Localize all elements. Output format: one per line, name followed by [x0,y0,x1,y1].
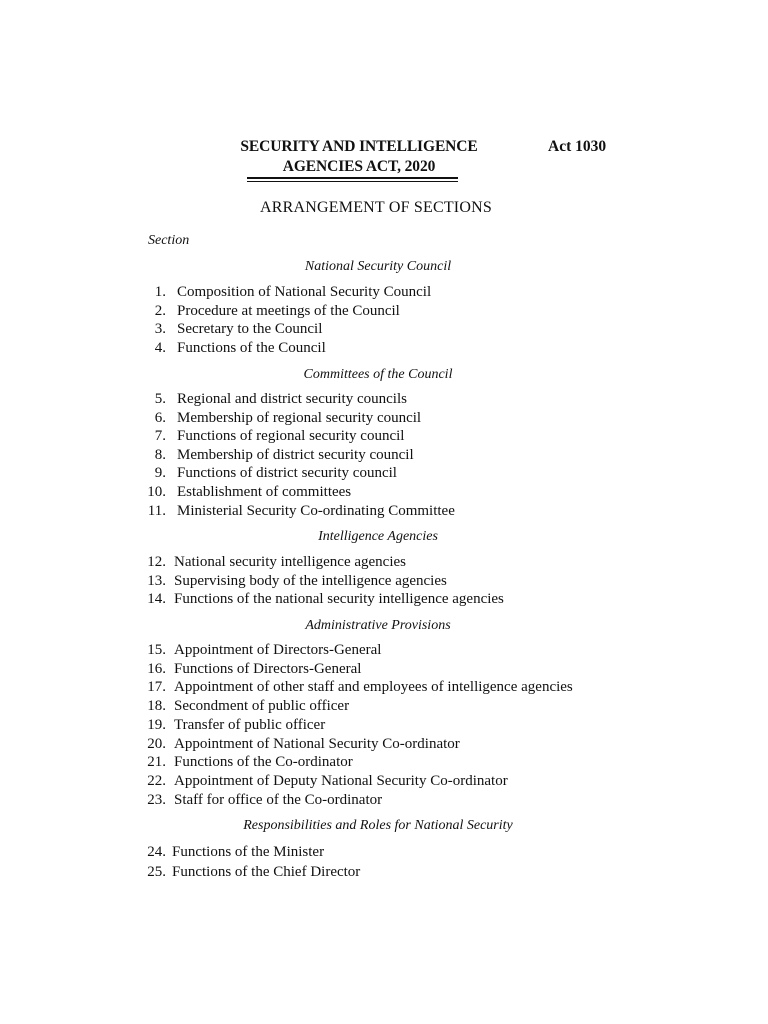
toc-entry-label: Functions of the Council [177,339,326,356]
arrangement-heading: ARRANGEMENT OF SECTIONS [260,199,492,216]
toc-entry-number: 8. [154,446,166,463]
toc-entry-number: 25. [147,864,166,880]
toc-entry-label: Transfer of public officer [174,716,326,733]
toc-entry-label: Functions of Directors-General [174,660,362,677]
toc-entry-number: 16. [147,660,166,677]
toc-entry-number: 22. [147,772,166,789]
toc-entry-label: Appointment of Directors-General [174,642,382,658]
toc-entry-number: 1. [154,284,166,300]
toc-entry-number: 12. [147,554,166,570]
toc-entry-label: Appointment of other staff and employees of intelligence agencies [174,679,573,696]
group-heading: Administrative Provisions [305,618,451,633]
toc-entry-label: National security intelligence agencies [174,554,406,570]
toc-entry-number: 5. [154,391,166,407]
toc-entry-label: Regional and district security councils [177,391,407,407]
toc-entry-label: Functions of the Co-ordinator [174,754,353,771]
toc-entry-label: Membership of regional security council [177,409,422,426]
toc-entry-label: Functions of district security council [177,465,397,482]
toc-entry-label: Functions of the national security intelligence agencies [174,591,504,608]
toc-entry-number: 11. [147,502,166,519]
toc-entry-number: 13. [147,572,166,589]
act-title-line-1: SECURITY AND INTELLIGENCE [240,138,478,155]
toc-entry-number: 14. [147,591,166,608]
group-heading: Committees of the Council [303,367,453,382]
title-underline-thin [247,181,458,182]
toc-entry-label: Composition of National Security Council [177,284,432,300]
group-heading: National Security Council [304,259,452,274]
group-heading: Responsibilities and Roles for National Security [243,818,513,833]
toc-entry-label: Ministerial Security Co-ordinating Committee [177,502,455,519]
toc-entry-number: 7. [154,428,166,445]
toc-entry-label: Procedure at meetings of the Council [177,302,400,319]
toc-entry-label: Staff for office of the Co-ordinator [174,791,383,808]
toc-entry-label: Functions of the Minister [172,844,325,860]
toc-entry-number: 3. [154,321,166,338]
toc-entry-number: 23. [147,791,166,808]
toc-entry-number: 9. [154,465,166,482]
toc-entry-number: 4. [154,339,166,356]
toc-entry-label: Membership of district security council [177,446,414,463]
toc-entry-label: Appointment of National Security Co-ordinator [174,735,460,752]
toc-entry-number: 17. [147,679,166,696]
toc-entry-label: Secondment of public officer [174,698,350,715]
toc-entry-number: 2. [154,302,166,319]
toc-entry-number: 6. [154,409,166,426]
toc-entry-number: 24. [147,844,166,860]
toc-entry-label: Secretary to the Council [177,321,323,338]
toc-entry-number: 20. [147,735,166,752]
act-title-line-2: AGENCIES ACT, 2020 [282,158,436,175]
toc-entry-number: 18. [147,698,166,715]
toc-entry-number: 19. [147,716,166,733]
toc-entry-label: Supervising body of the intelligence agencies [174,572,447,589]
toc-entry-label: Establishment of committees [177,484,352,500]
toc-entry-label: Functions of regional security council [177,428,405,445]
section-column-label: Section [148,233,190,248]
act-title [200,137,518,177]
toc-entry-label: Functions of the Chief Director [172,864,361,880]
toc-entry-number: 15. [147,642,166,658]
toc-entry-label: Appointment of Deputy National Security Co-ordinator [174,772,508,789]
group-heading: Intelligence Agencies [318,529,438,544]
toc-entry-number: 21. [147,754,166,771]
title-underline-thick [247,177,458,179]
toc-entry-number: 10. [147,484,166,500]
act-number: Act 1030 [548,138,607,155]
